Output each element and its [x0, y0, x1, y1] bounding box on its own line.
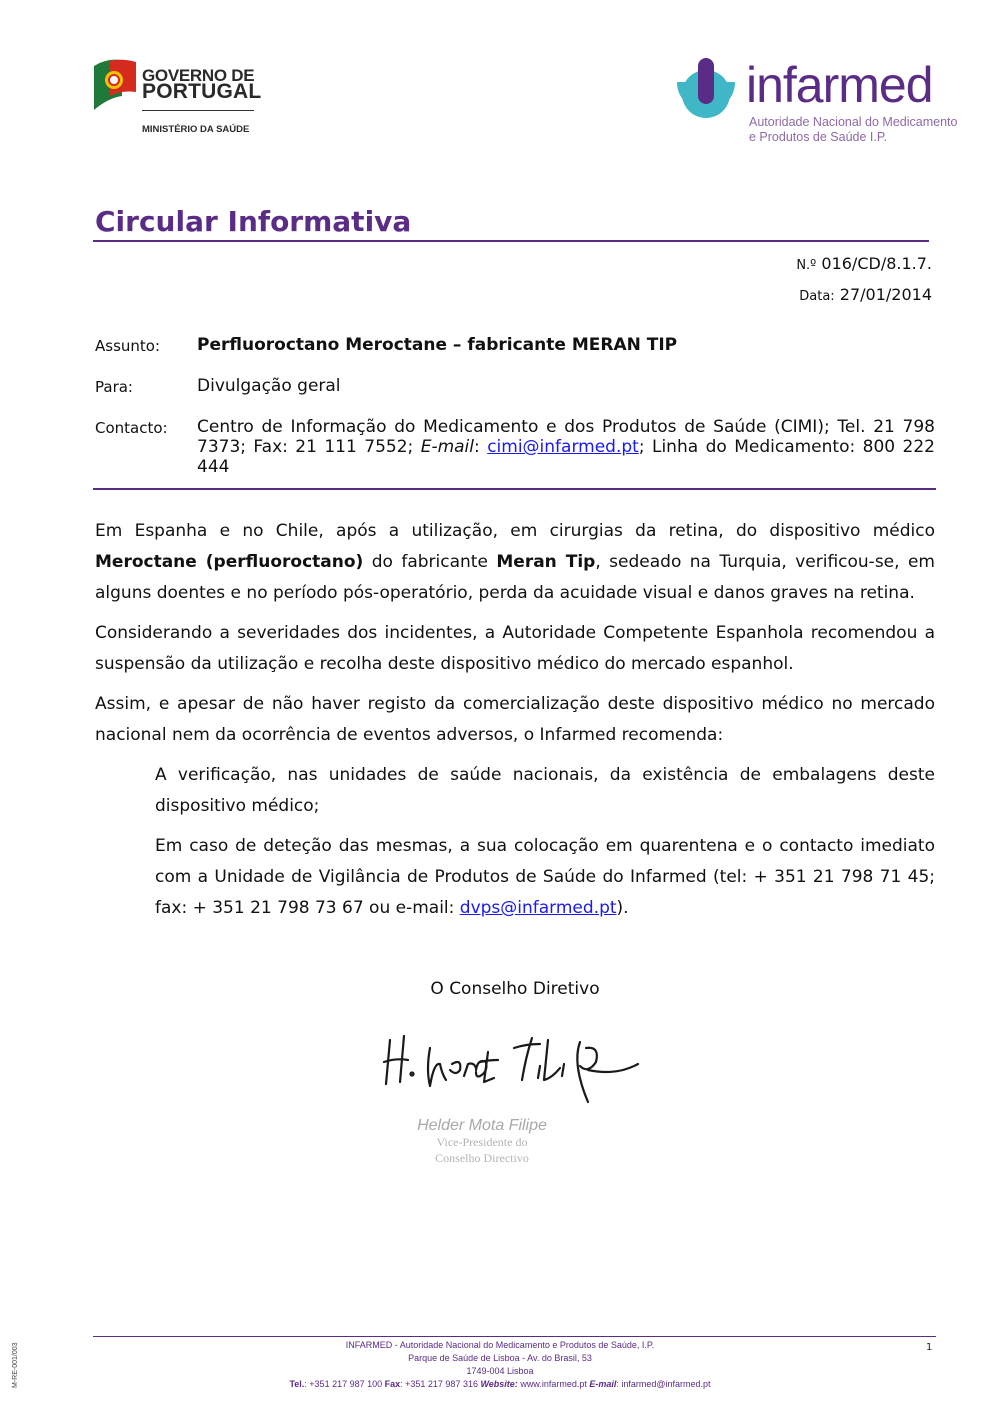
footer-email: : infarmed@infarmed.pt	[616, 1379, 711, 1389]
footer-address: Parque de Saúde de Lisboa - Av. do Brasil, 53	[408, 1353, 592, 1363]
p1-text-c: do fabricante	[363, 552, 497, 572]
contact-label: Contacto:	[95, 419, 168, 437]
footer-org-name: INFARMED - Autoridade Nacional do Medicamento e Produtos de Saúde, I.P.	[345, 1340, 655, 1350]
p1-text-e: , sedeado na Turquia, verificou-se, em alguns doentes e no período pós-operatório, perda da acuidade visual e danos graves na retina.	[95, 552, 935, 603]
recommendation-2	[155, 831, 935, 924]
footer-tel-label: Tel.	[289, 1379, 305, 1389]
infarmed-subtitle-2: e Produtos de Saúde I.P.	[749, 130, 888, 144]
portugal-flag-emblem-icon	[92, 56, 140, 114]
subject-label: Assunto:	[95, 337, 161, 355]
p1-product-name: Meroctane (perfluoroctano)	[95, 552, 364, 572]
signature-role-2: Conselho Directivo	[435, 1151, 529, 1165]
p1-manufacturer-name: Meran Tip	[496, 552, 596, 572]
footer-email-label: E-mail	[589, 1379, 617, 1389]
p1-text-a: Em Espanha e no Chile, após a utilização, em cirurgias da retina, do dispositivo médico	[95, 521, 935, 541]
document-form-code: M-RE-001/003	[12, 1342, 19, 1388]
infarmed-wordmark: infarmed	[746, 57, 933, 113]
gov-logo-line2: PORTUGAL	[142, 80, 262, 103]
footer-contacts	[0, 1379, 1000, 1389]
document-number-prefix: N.º	[796, 258, 817, 273]
document-date-label: Data:	[799, 289, 835, 304]
footer-fax: : +351 217 987 316	[400, 1379, 481, 1389]
closing-signatory: O Conselho Diretivo	[430, 979, 600, 999]
gov-logo-line1: GOVERNO DE	[142, 66, 255, 85]
document-date-value: 27/01/2014	[839, 285, 932, 304]
p5-text-b: ).	[616, 898, 629, 918]
document-number-value: 016/CD/8.1.7.	[821, 254, 932, 273]
paragraph-2: Considerando a severidades dos incidentes, a Autoridade Competente Espanhola recomendou a suspensão da utilização e recolha deste dispositivo médico do mercado espanhol.	[95, 623, 935, 674]
footer-fax-label: Fax	[384, 1379, 401, 1389]
gov-ministry-label: MINISTÉRIO DA SAÚDE	[142, 124, 250, 135]
to-value: Divulgação geral	[197, 376, 341, 396]
paragraph-1	[95, 516, 935, 609]
footer-tel: : +351 217 987 100	[304, 1379, 385, 1389]
footer-website: www.infarmed.pt	[517, 1379, 590, 1389]
contact-colon: :	[474, 437, 488, 457]
gov-logo-divider	[142, 110, 254, 111]
infarmed-subtitle-1: Autoridade Nacional do Medicamento	[749, 115, 958, 129]
document-number	[796, 254, 932, 273]
subject-value: Perfluoroctano Meroctane – fabricante MERAN TIP	[197, 335, 678, 355]
footer-divider	[93, 1336, 936, 1337]
page-number: 1	[926, 1342, 933, 1353]
contact-text-1: Centro de Informação do Medicamento e dos Produtos de Saúde (CIMI); Tel. 21 798 7373; Fax: 21 111 7552;	[197, 417, 935, 457]
contact-text-2: ; Linha do Medicamento: 800 222 444	[197, 437, 935, 477]
p5-text-a: Em caso de deteção das mesmas, a sua colocação em quarentena e o contacto imediato com a Unidade de Vigilância de Produtos de Saúde do Infarmed (tel: + 351 21 798 71 45; fax: + 351 21 798 73 67 ou e-mail:	[155, 836, 935, 918]
contact-value	[197, 417, 935, 477]
contact-email-label: E-mail	[420, 437, 475, 457]
paragraph-3: Assim, e apesar de não haver registo da comercialização deste dispositivo médico no mercado nacional nem da ocorrência de eventos adversos, o Infarmed recomenda:	[95, 694, 935, 745]
document-date	[799, 285, 932, 304]
footer-postcode: 1749-004 Lisboa	[466, 1366, 534, 1376]
signature-role-1: Vice-Presidente do	[436, 1135, 528, 1149]
document-title: Circular Informativa	[95, 205, 412, 238]
contact-email-link[interactable]: cimi@infarmed.pt	[487, 437, 639, 457]
title-divider	[93, 240, 929, 242]
handwritten-signature	[376, 1018, 656, 1178]
signature-name: Helder Mota Filipe	[417, 1117, 547, 1134]
fields-divider	[93, 488, 936, 490]
to-label: Para:	[95, 378, 133, 396]
dvps-email-link[interactable]: dvps@infarmed.pt	[459, 898, 617, 918]
infarmed-logo-icon	[674, 56, 738, 122]
recommendation-1: A verificação, nas unidades de saúde nacionais, da existência de embalagens deste dispositivo médico;	[155, 765, 935, 816]
footer-website-label: Website:	[480, 1379, 518, 1389]
